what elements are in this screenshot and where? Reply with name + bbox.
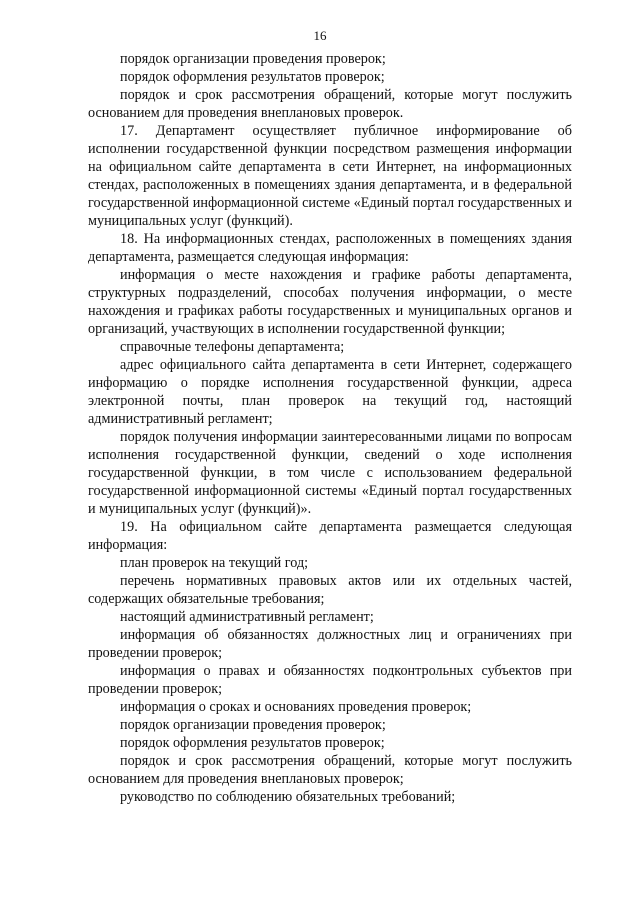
page-number: 16 bbox=[313, 28, 327, 43]
paragraph-info-procedure: порядок получения информации заинтересованными лицами по вопросам исполнения государственной функции, сведений о ходе исполнения государственной функции, в том числе с использованием федеральной государственной информационной системы «Единый портал государственных и муниципальных услуг (функций)». bbox=[88, 429, 572, 517]
paragraph-legal-acts-list: перечень нормативных правовых актов или их отдельных частей, содержащих обязательные требования; bbox=[88, 573, 572, 607]
paragraph-organization-order: порядок организации проведения проверок; bbox=[120, 51, 386, 67]
paragraph-results-order: порядок оформления результатов проверок; bbox=[120, 69, 385, 85]
paragraph-17-public-informing: 17. Департамент осуществляет публичное информирование об исполнении государственной функции посредством размещения информации на официальном сайте департамента в сети Интернет, на информационных стендах, расположенных в помещениях здания департамента, и в федеральной государственной информационной системе «Единый портал государственных и муниципальных услуг (функций). bbox=[88, 123, 572, 229]
paragraph-location-schedule: информация о месте нахождения и графике работы департамента, структурных подразделений, способах получения информации, о месте нахождения и графиках работы государственных и муниципальных органов и организаций, участвующих в исполнении государственной функции; bbox=[88, 267, 572, 337]
paragraph-19-website-info: 19. На официальном сайте департамента размещается следующая информация: bbox=[88, 519, 572, 553]
paragraph-regulation: настоящий административный регламент; bbox=[120, 609, 374, 625]
paragraph-compliance-guide: руководство по соблюдению обязательных требований; bbox=[120, 789, 456, 805]
paragraph-appeals-order-2: порядок и срок рассмотрения обращений, которые могут послужить основанием для проведения внеплановых проверок; bbox=[88, 753, 572, 787]
paragraph-phones: справочные телефоны департамента; bbox=[120, 339, 345, 355]
paragraph-results-order-2: порядок оформления результатов проверок; bbox=[120, 735, 385, 751]
paragraph-organization-order-2: порядок организации проведения проверок; bbox=[120, 717, 386, 733]
paragraph-appeals-order: порядок и срок рассмотрения обращений, которые могут послужить основанием для проведения внеплановых проверок. bbox=[88, 87, 572, 121]
paragraph-official-duties: информация об обязанностях должностных лиц и ограничениях при проведении проверок; bbox=[88, 627, 572, 661]
paragraph-terms-grounds: информация о сроках и основаниях проведения проверок; bbox=[120, 699, 472, 715]
document-body bbox=[88, 50, 572, 806]
paragraph-subject-rights: информация о правах и обязанностях подконтрольных субъектов при проведении проверок; bbox=[88, 663, 572, 697]
paragraph-18-info-stands: 18. На информационных стендах, расположенных в помещениях здания департамента, размещается следующая информация: bbox=[88, 231, 572, 265]
paragraph-website-address: адрес официального сайта департамента в сети Интернет, содержащего информацию о порядке исполнения государственной функции, адреса электронной почты, план проверок на текущий год, настоящий административный регламент; bbox=[88, 357, 572, 427]
paragraph-inspection-plan: план проверок на текущий год; bbox=[120, 555, 309, 571]
